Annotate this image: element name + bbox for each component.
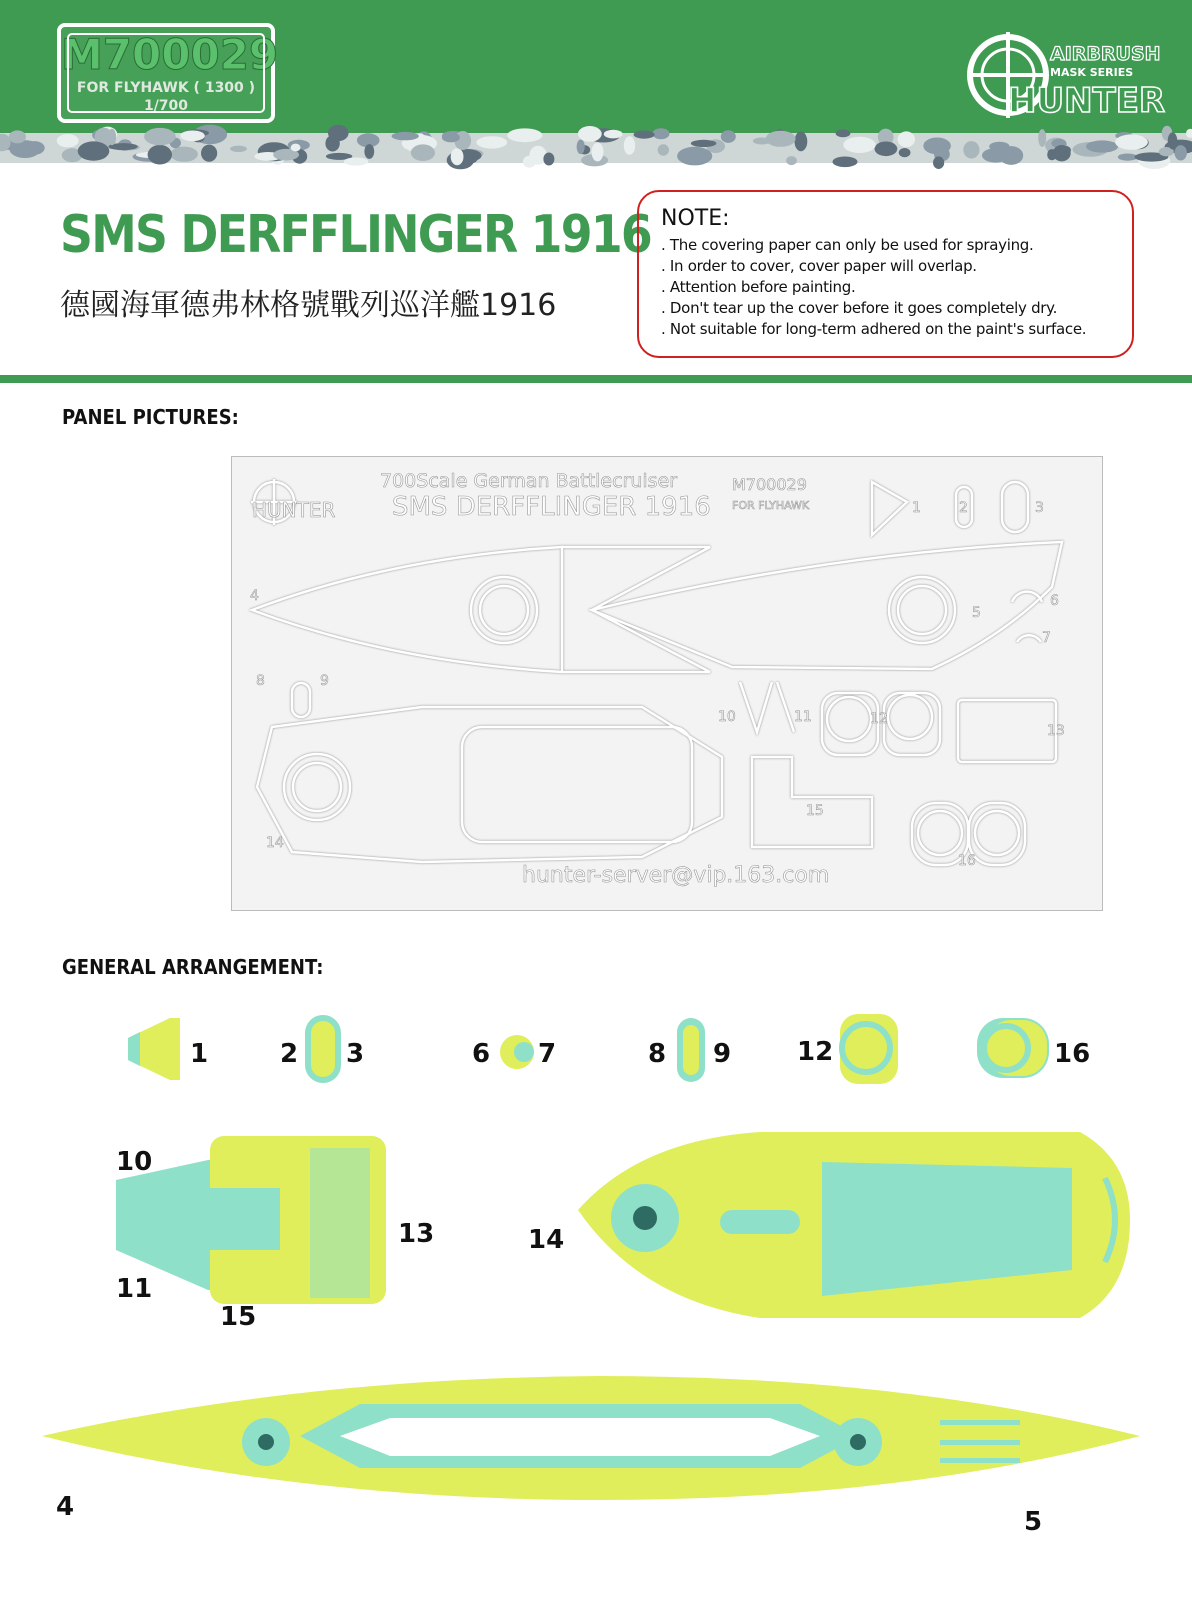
product-code-box	[57, 23, 279, 123]
part-label-11: 11	[116, 1274, 153, 1304]
camo-blob	[982, 148, 1009, 162]
camo-blob	[328, 125, 349, 141]
note-line: . Not suitable for long-term adhered on the paint's surface.	[661, 320, 1087, 338]
camo-blob	[230, 146, 247, 152]
part-label-13: 13	[398, 1219, 435, 1249]
camo-blob	[1115, 134, 1148, 149]
panel-pictures-heading: PANEL PICTURES:	[62, 405, 239, 429]
note-line: . Attention before painting.	[661, 278, 856, 296]
sheet-part-number: 14	[266, 835, 284, 851]
sheet-email: hunter-server@vip.163.com	[522, 863, 830, 888]
camo-blob	[1038, 129, 1046, 147]
camo-blob	[795, 132, 808, 152]
panel-picture	[231, 456, 1103, 911]
compat-label: FOR FLYHAWK ( 1300 )	[76, 80, 256, 96]
sheet-part-number: 3	[1035, 500, 1044, 516]
camo-blob	[1175, 145, 1187, 160]
camo-blob	[578, 126, 602, 142]
part-label-14: 14	[528, 1225, 565, 1255]
sheet-part-number: 7	[1042, 630, 1051, 646]
camo-blob	[344, 158, 369, 166]
camo-blob	[543, 153, 554, 166]
scale-label: 1/700	[143, 98, 189, 114]
camo-blob	[57, 134, 79, 147]
camo-blob	[144, 128, 176, 145]
aft-deck-assembly	[578, 1132, 1130, 1318]
sheet-part-number: 5	[972, 605, 981, 621]
camo-blob	[624, 136, 635, 155]
part-label-5: 5	[1024, 1507, 1043, 1537]
camo-blob	[364, 144, 374, 159]
camo-blob	[592, 143, 604, 162]
camo-blob	[833, 157, 858, 168]
part-label-4: 4	[56, 1492, 75, 1522]
sheet-part-number: 6	[1050, 593, 1059, 609]
product-code: M700029	[61, 30, 279, 79]
sheet-part-number: 4	[250, 588, 259, 604]
sheet-part-number: 8	[256, 673, 265, 689]
sheet-part-number: 16	[958, 853, 976, 869]
camo-blob	[923, 138, 951, 155]
camo-blob	[201, 145, 217, 162]
camo-blob	[836, 130, 851, 138]
part-label-1: 1	[190, 1039, 209, 1069]
part-label-6: 6	[472, 1039, 491, 1069]
camo-blob	[653, 128, 670, 139]
arrangement-drawing	[0, 1000, 1192, 1600]
panel-sheet-drawing	[232, 457, 1102, 909]
camo-blob	[843, 137, 875, 153]
brand-airbrush: AIRBRUSH	[1050, 43, 1161, 65]
sheet-part-number: 15	[806, 803, 824, 819]
part-label-10: 10	[116, 1147, 153, 1177]
forward-deck-assembly	[116, 1136, 386, 1304]
part-label-8: 8	[648, 1039, 667, 1069]
sheet-part-number: 13	[1047, 723, 1065, 739]
camo-blob	[898, 131, 916, 147]
part-label-2: 2	[280, 1039, 299, 1069]
camo-blob	[291, 144, 301, 152]
camo-blob	[170, 147, 198, 162]
camo-blob	[577, 140, 585, 155]
camo-strip	[0, 133, 1192, 163]
camo-blob	[180, 131, 205, 142]
main-hull-assembly	[42, 1376, 1140, 1500]
divider-rule	[0, 375, 1192, 383]
camo-blob	[507, 128, 542, 142]
sheet-brand: HUNTER	[252, 498, 336, 522]
camo-blob	[721, 130, 736, 143]
camo-blob	[442, 133, 460, 143]
camo-blob	[691, 140, 717, 147]
small-parts	[128, 1014, 1049, 1084]
camo-blob	[148, 145, 172, 165]
general-arrangement-heading: GENERAL ARRANGEMENT:	[62, 955, 324, 979]
camo-blob	[786, 156, 797, 165]
camo-blob	[78, 141, 110, 160]
part-label-9: 9	[713, 1039, 732, 1069]
page-title: SMS DERFFLINGER 1916	[60, 205, 652, 265]
part-label-12: 12	[797, 1037, 834, 1067]
camo-blob	[411, 144, 435, 161]
camo-blob	[9, 130, 26, 143]
part-label-15: 15	[220, 1302, 257, 1332]
sheet-line1: 700Scale German Battlecruiser	[380, 470, 678, 492]
part-label-7: 7	[538, 1039, 557, 1069]
camo-blob	[1086, 140, 1118, 152]
sheet-line2: SMS DERFFLINGER 1916	[392, 492, 711, 522]
camo-blob	[766, 131, 796, 147]
camo-blob	[899, 148, 911, 157]
note-box	[637, 190, 1134, 358]
camo-blob	[1053, 145, 1071, 161]
sheet-code: M700029	[732, 475, 807, 494]
note-line: . In order to cover, cover paper will overlap.	[661, 257, 977, 275]
sheet-compat: FOR FLYHAWK	[732, 499, 810, 512]
brand-hunter: HUNTER	[1008, 81, 1166, 121]
camo-blob	[658, 144, 669, 155]
camo-blob	[677, 147, 712, 166]
sheet-part-number: 9	[320, 673, 329, 689]
camo-blob	[1168, 132, 1178, 149]
sheet-part-number: 11	[794, 709, 812, 725]
camo-blob	[392, 132, 419, 140]
part-label-16: 16	[1054, 1039, 1091, 1069]
camo-blob	[476, 136, 507, 148]
sheet-part-number: 12	[870, 711, 888, 727]
camo-blob	[604, 130, 623, 139]
camo-blob	[875, 142, 898, 157]
sheet-part-number: 1	[912, 500, 921, 516]
sheet-part-number: 10	[718, 709, 736, 725]
hunter-logo	[968, 30, 1166, 121]
note-heading: NOTE:	[661, 206, 730, 231]
camo-blob	[24, 141, 44, 155]
camo-blob	[634, 131, 655, 139]
note-line: . The covering paper can only be used for spraying.	[661, 236, 1034, 254]
note-line: . Don't tear up the cover before it goes completely dry.	[661, 299, 1058, 317]
camo-blob	[933, 156, 944, 169]
brand-mask-series: MASK SERIES	[1050, 66, 1134, 79]
camo-blob	[963, 141, 979, 158]
part-label-3: 3	[346, 1039, 365, 1069]
sheet-part-number: 2	[959, 500, 968, 516]
page-subtitle: 德國海軍德弗林格號戰列巡洋艦1916	[60, 288, 557, 323]
camo-blob	[108, 129, 116, 145]
camo-blob	[451, 148, 464, 165]
